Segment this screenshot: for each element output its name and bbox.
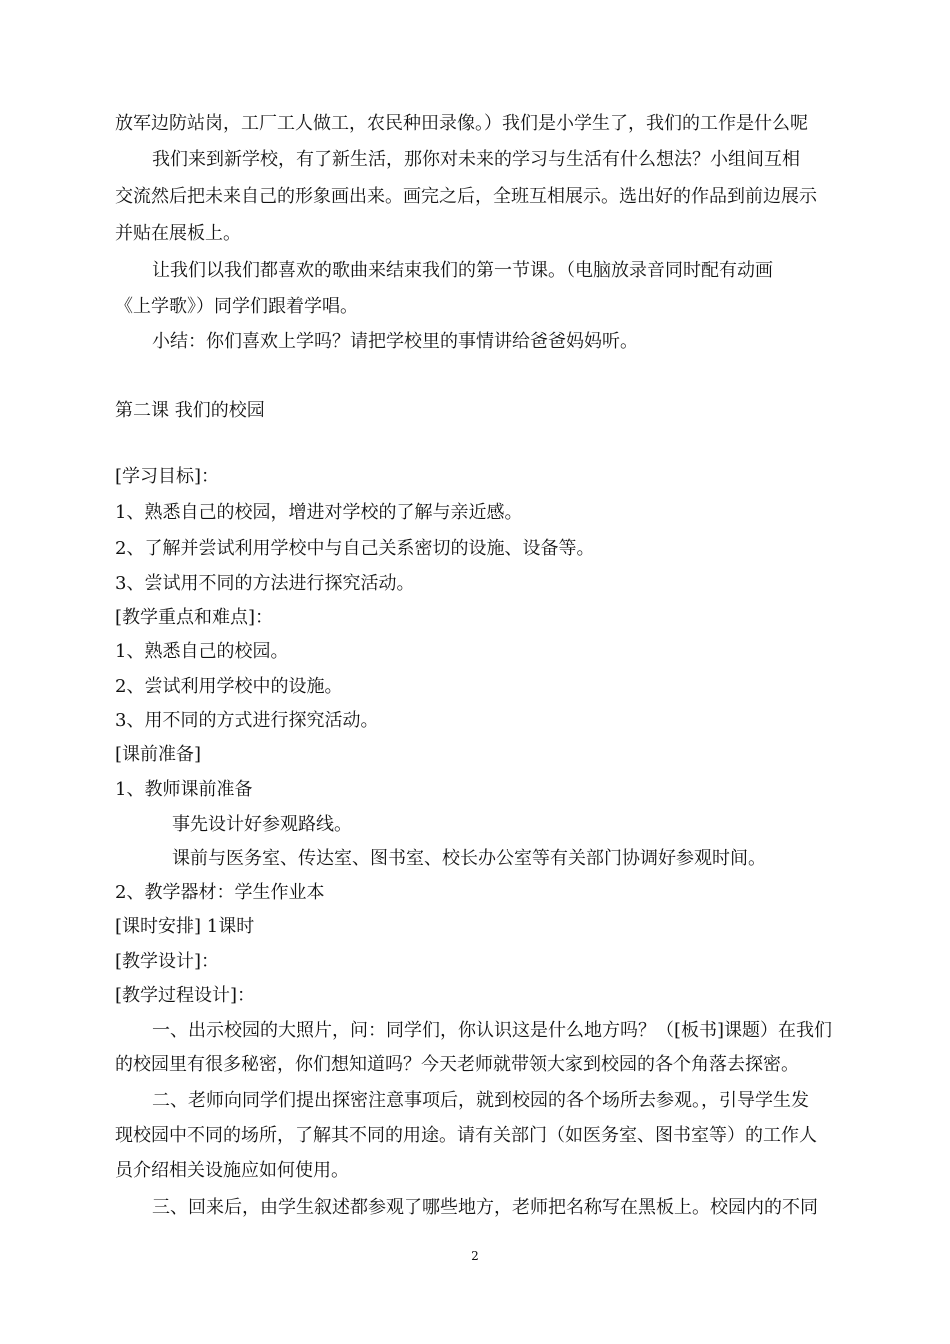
goal-item: 3、尝试用不同的方法进行探究活动。 [115, 573, 415, 594]
paragraph-line: 交流然后把未来自己的形象画出来。画完之后，全班互相展示。选出好的作品到前边展示 [115, 186, 817, 207]
paragraph-line: 《上学歌》）同学们跟着学唱。 [115, 296, 358, 317]
lesson-title: 第二课 我们的校园 [115, 400, 265, 421]
summary-line: 小结：你们喜欢上学吗？请把学校里的事情讲给爸爸妈妈听。 [152, 331, 638, 352]
prep-teacher: 1、教师课前准备 [115, 779, 253, 800]
schedule-line: [课时安排] 1课时 [115, 916, 255, 937]
process-heading: [教学过程设计]： [115, 985, 256, 1006]
process-line: 二、老师向同学们提出探密注意事项后，就到校园的各个场所去参观。，引导学生发 [152, 1090, 809, 1111]
focus-item: 2、尝试利用学校中的设施。 [115, 676, 343, 697]
process-line: 一、出示校园的大照片，问：同学们，你认识这是什么地方吗？（[板书]课题）在我们 [152, 1020, 833, 1041]
paragraph-line: 放军边防站岗，工厂工人做工，农民种田录像。）我们是小学生了，我们的工作是什么呢 [115, 113, 808, 134]
paragraph-line: 并贴在展板上。 [115, 223, 241, 244]
prep-materials: 2、教学器材：学生作业本 [115, 882, 325, 903]
process-line: 三、回来后，由学生叙述都参观了哪些地方，老师把名称写在黑板上。校园内的不同 [152, 1197, 818, 1218]
prep-heading: [课前准备] [115, 744, 202, 765]
goal-item: 2、了解并尝试利用学校中与自己关系密切的设施、设备等。 [115, 538, 595, 559]
process-line: 员介绍相关设施应如何使用。 [115, 1160, 349, 1181]
paragraph-line: 让我们以我们都喜欢的歌曲来结束我们的第一节课。（电脑放录音同时配有动画 [152, 260, 773, 281]
design-heading: [教学设计]： [115, 951, 220, 972]
process-line: 现校园中不同的场所，了解其不同的用途。请有关部门（如医务室、图书室等）的工作人 [115, 1125, 817, 1146]
process-line: 的校园里有很多秘密，你们想知道吗？今天老师就带领大家到校园的各个角落去探密。 [115, 1054, 799, 1075]
focus-heading: [教学重点和难点]： [115, 607, 274, 628]
prep-item: 事先设计好参观路线。 [172, 814, 352, 835]
page-number: 2 [471, 1249, 479, 1263]
focus-item: 1、熟悉自己的校园。 [115, 641, 289, 662]
paragraph-line: 我们来到新学校，有了新生活，那你对未来的学习与生活有什么想法？小组间互相 [152, 149, 800, 170]
goals-heading: [学习目标]： [115, 466, 220, 487]
goal-item: 1、熟悉自己的校园，增进对学校的了解与亲近感。 [115, 502, 523, 523]
prep-item: 课前与医务室、传达室、图书室、校长办公室等有关部门协调好参观时间。 [172, 848, 766, 869]
focus-item: 3、用不同的方式进行探究活动。 [115, 710, 379, 731]
